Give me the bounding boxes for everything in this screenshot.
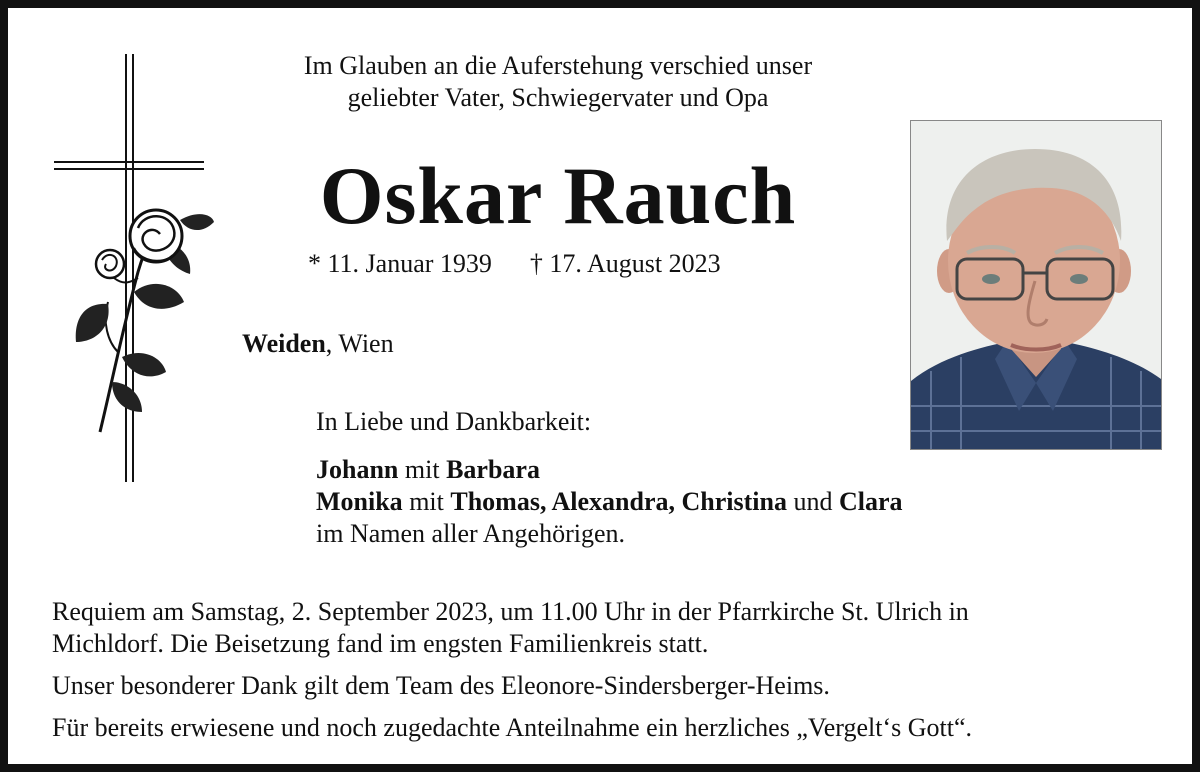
- family-name: Clara: [838, 487, 903, 516]
- closing-thanks: Für bereits erwiesene und noch zugedachte Anteilnahme ein herzliches „Vergelt‘s Gott“.: [52, 713, 973, 742]
- portrait-illustration: [911, 121, 1161, 449]
- family-name: Monika: [316, 487, 403, 516]
- requiem-line-1: Requiem am Samstag, 2. September 2023, um 11.00 Uhr in der Pfarrkirche St. Ulrich in: [52, 597, 969, 626]
- birth-date: * 11. Januar 1939: [308, 249, 492, 278]
- family-line-3: im Namen aller Angehörigen.: [316, 519, 626, 548]
- family-name: Barbara: [446, 455, 540, 484]
- family-name: Thomas, Alexandra, Christina: [450, 487, 787, 516]
- portrait-photo: [910, 120, 1162, 450]
- requiem-info: [52, 596, 1172, 660]
- family-connector: und: [786, 487, 839, 516]
- deceased-name: Oskar Rauch: [319, 150, 797, 241]
- intro-text: [238, 50, 878, 114]
- intro-line-2: geliebter Vater, Schwiegervater und Opa: [347, 83, 769, 112]
- death-date: † 17. August 2023: [529, 249, 721, 278]
- family-name: Johann: [316, 455, 399, 484]
- family-line-1: [316, 454, 903, 486]
- special-thanks: Unser besonderer Dank gilt dem Team des Eleonore-Sindersberger-Heims.: [52, 671, 830, 700]
- life-dates: [308, 248, 828, 280]
- intro-line-1: Im Glauben an die Auferstehung verschied unser: [303, 51, 813, 80]
- family-connector: mit: [402, 487, 451, 516]
- family-line-2: [316, 486, 903, 518]
- footer-text: [52, 596, 1172, 754]
- thanks-intro: In Liebe und Dankbarkeit:: [316, 407, 592, 436]
- place-line: [242, 328, 394, 360]
- family-list: [316, 454, 903, 550]
- requiem-line-2: Michldorf. Die Beisetzung fand im engsten Familienkreis statt.: [52, 629, 709, 658]
- place-bold: Weiden: [242, 329, 326, 358]
- place-rest: , Wien: [325, 329, 394, 358]
- cross-with-rose-icon: [52, 52, 222, 488]
- family-connector: mit: [398, 455, 447, 484]
